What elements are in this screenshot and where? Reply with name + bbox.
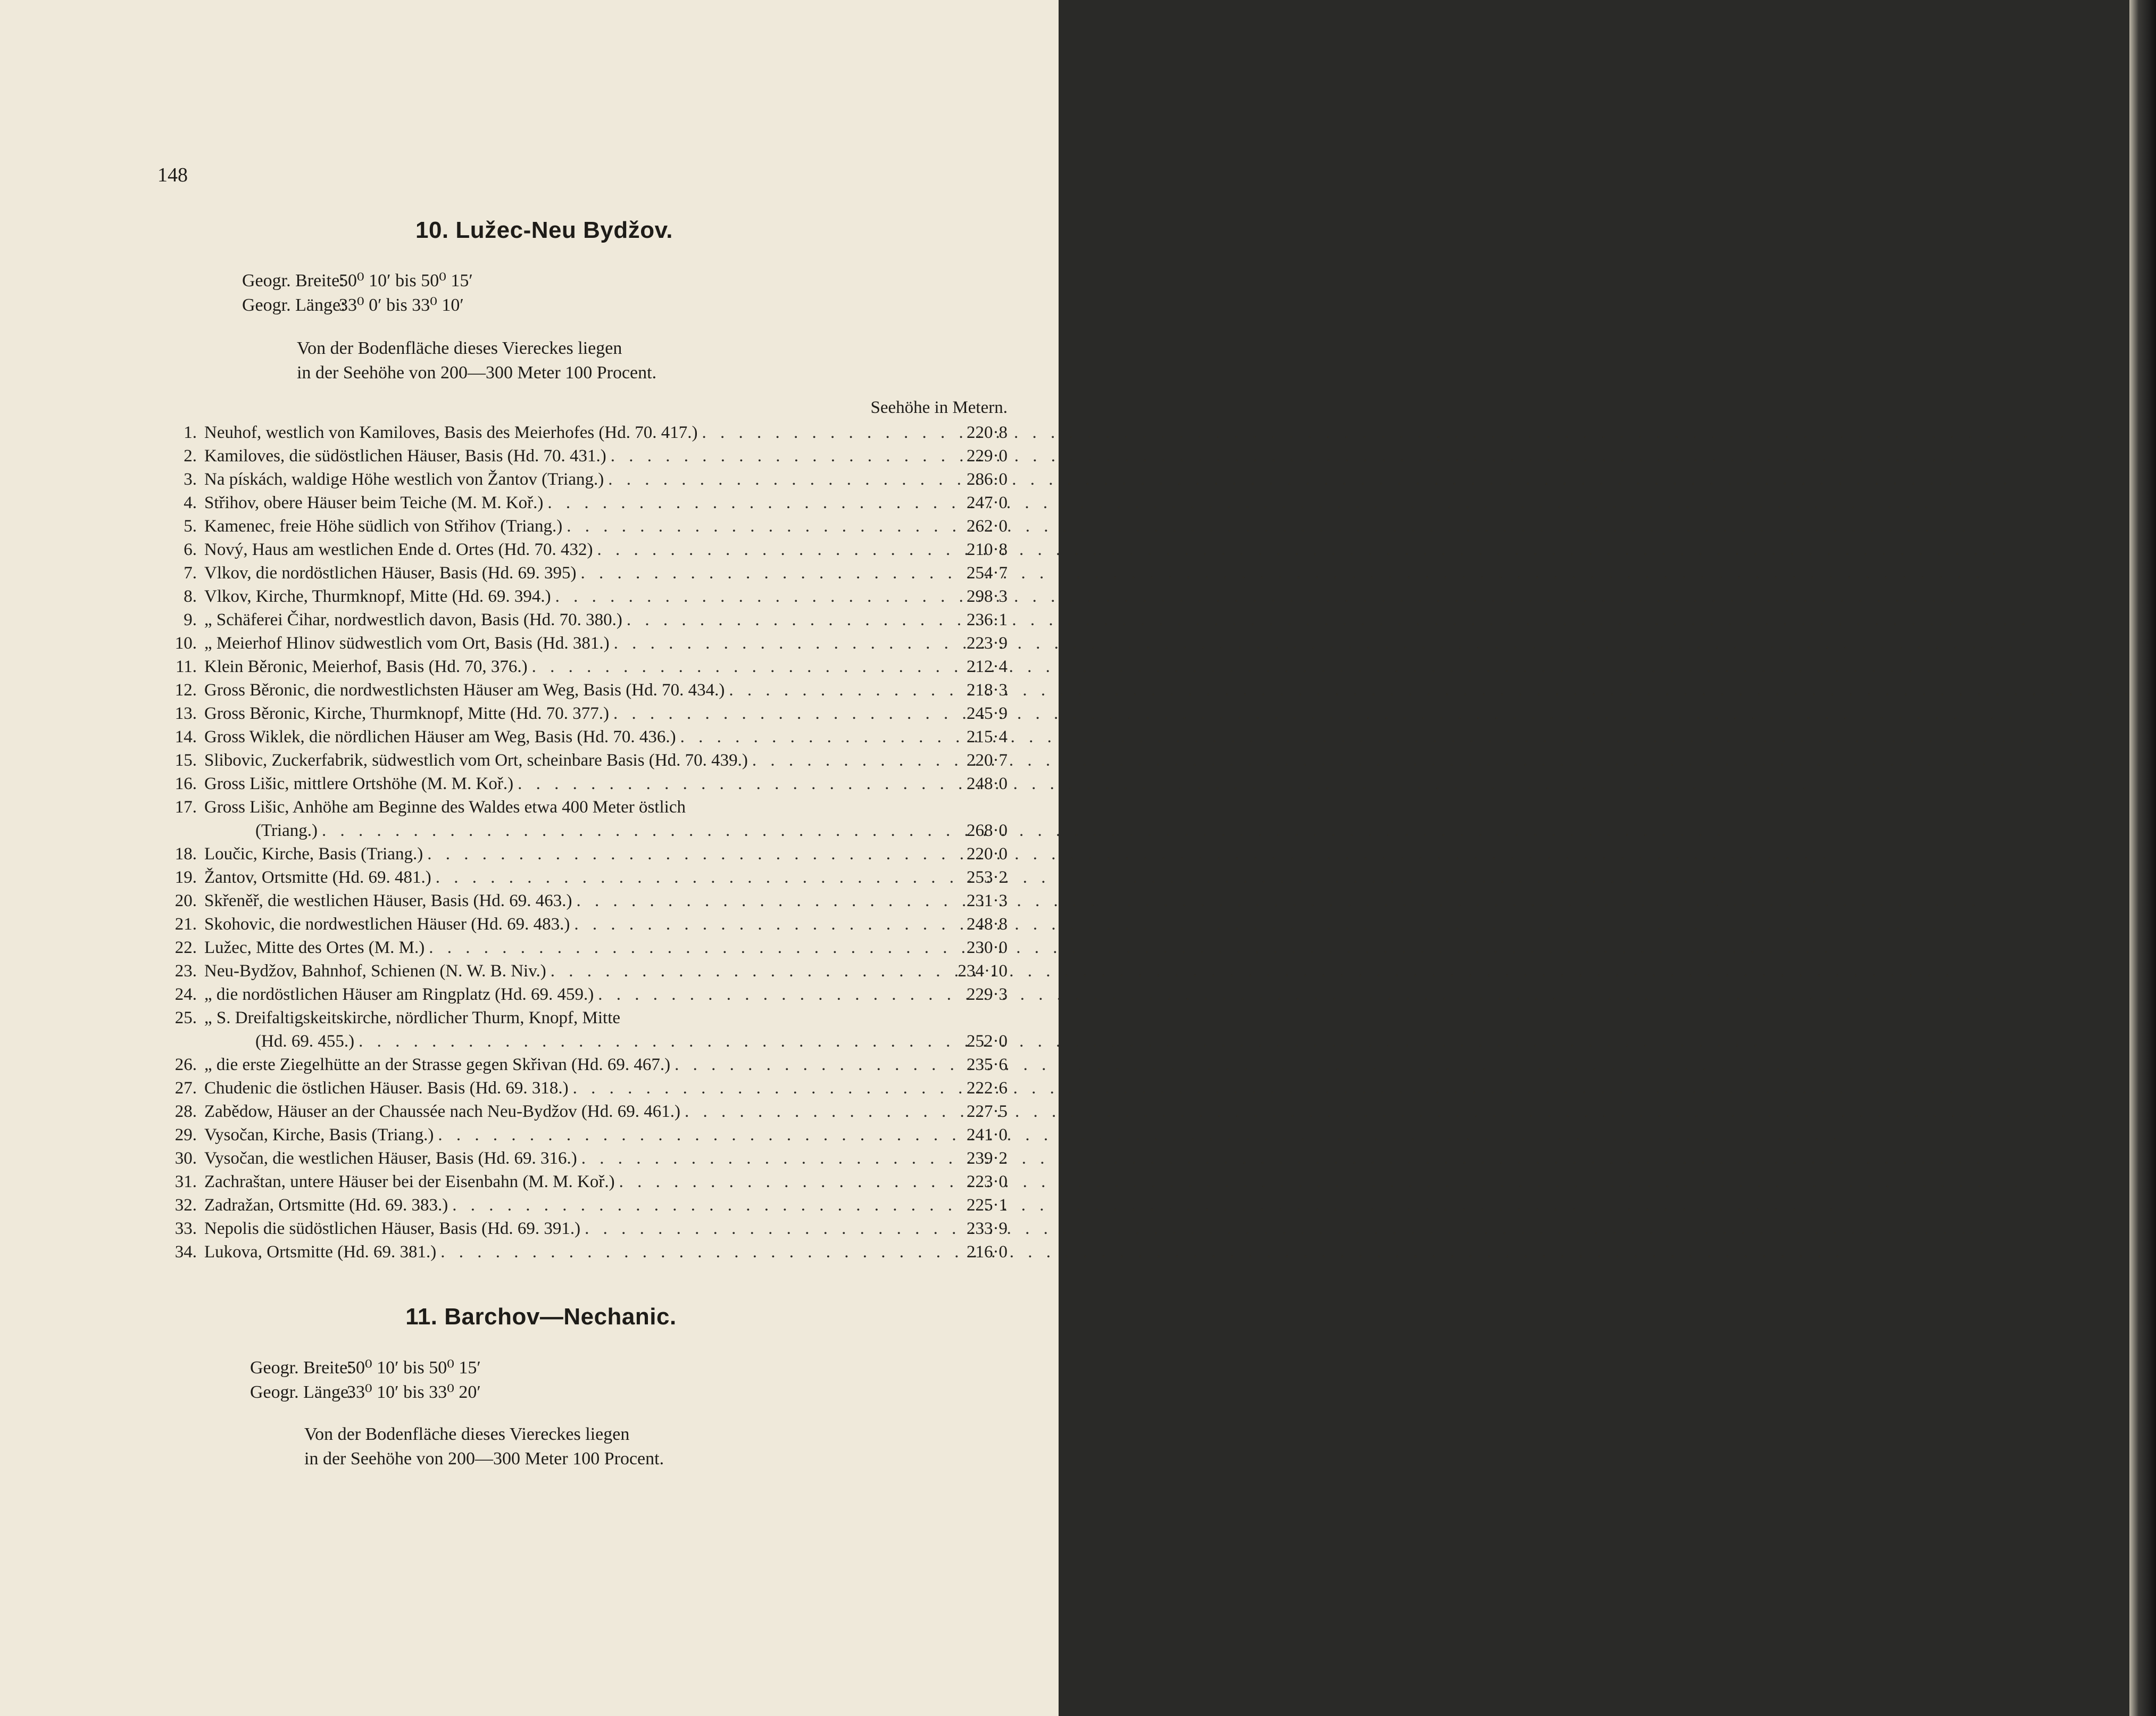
entry-number: 15. [174,751,197,770]
dot-leader [354,1030,948,1053]
longitude-label: Geogr. Länge: [242,295,346,315]
entry-text: Klein Běronic, Meierhof, Basis (Hd. 70, 376.) [204,657,528,676]
dot-leader [593,538,948,561]
entry-line [204,889,1008,913]
entry-text: Gross Wiklek, die nördlichen Häuser am Weg, Basis (Hd. 70. 436.) [204,727,676,747]
entry-text: Nový, Haus am westlichen Ende d. Ortes (Hd. 70. 432) [204,540,593,559]
entry-text: Vysočan, die westlichen Häuser, Basis (Hd. 69. 316.) [204,1149,577,1168]
dot-leader [577,561,948,585]
latitude-label: Geogr. Breite: [250,1358,353,1378]
entry-text: Vysočan, Kirche, Basis (Triang.) [204,1125,434,1145]
entry-line [204,491,1008,515]
entry-text: Zadražan, Ortsmitte (Hd. 69. 383.) [204,1196,448,1215]
entry-number: 17. [174,798,197,817]
list-item [160,515,1008,538]
entry-line [204,538,1008,561]
entry-number: 25. [174,1008,197,1027]
list-item [160,1193,1008,1217]
dot-leader [546,959,948,983]
elevation-list [160,421,1008,1264]
dot-leader [725,678,948,702]
coordinates-block [242,269,473,318]
entry-number: 4. [184,493,197,512]
entry-number: 32. [174,1196,197,1215]
entry-text: „ die erste Ziegelhütte an der Strasse gegen Skřivan (Hd. 69. 467.) [204,1055,671,1074]
list-item [160,959,1008,983]
entry-number: 7. [184,563,197,583]
entry-elevation: 220·7 [967,751,1008,770]
entry-number: 5. [184,517,197,536]
coordinates-block [250,1356,481,1405]
dot-leader [424,936,948,959]
entry-number: 21. [174,915,197,934]
entry-number: 10. [174,634,197,653]
dot-leader [610,632,948,655]
entry-text-continued: (Triang.) [255,821,318,840]
dot-leader [670,1053,948,1076]
dot-leader [594,983,948,1006]
list-item [160,1006,1008,1053]
longitude-value: 33⁰ 10′ bis 33⁰ 20′ [347,1382,481,1402]
dot-leader [615,1170,948,1193]
intro-line: Von der Bodenfläche dieses Viereckes liegen [297,338,622,358]
entry-elevation: 220·0 [967,844,1008,864]
entry-number: 28. [174,1102,197,1121]
entry-number: 2. [184,446,197,466]
entry-line [204,725,1008,749]
entry-number: 33. [174,1219,197,1238]
entry-number: 34. [174,1242,197,1262]
entry-line [204,678,1008,702]
entry-elevation: 222·6 [967,1079,1008,1098]
entry-line [204,983,1008,1006]
entry-line [204,959,1008,983]
list-item [160,538,1008,561]
list-item [160,1217,1008,1240]
entry-text: Skohovic, die nordwestlichen Häuser (Hd. 69. 483.) [204,915,570,934]
latitude-label: Geogr. Breite: [242,271,345,291]
entry-elevation: 218·3 [967,681,1008,700]
intro-line: in der Seehöhe von 200—300 Meter 100 Procent. [304,1449,664,1469]
entry-line [255,819,1008,842]
entry-text: Skřeněř, die westlichen Häuser, Basis (Hd. 69. 463.) [204,891,572,910]
longitude-value: 33⁰ 0′ bis 33⁰ 10′ [339,295,464,315]
entry-text: Na pískách, waldige Höhe westlich von Žantov (Triang.) [204,470,604,489]
entry-line [204,866,1008,889]
entry-text: Loučic, Kirche, Basis (Triang.) [204,844,423,864]
unit-header: Seehöhe in Metern. [870,398,1008,417]
entry-line [204,515,1008,538]
list-item [160,842,1008,866]
entry-number: 6. [184,540,197,559]
dot-leader [569,1076,948,1100]
entry-line [204,1100,1008,1123]
entry-elevation: 248·0 [967,774,1008,793]
entry-elevation: 233·9 [967,1219,1008,1238]
page-number: 148 [157,164,188,186]
dot-leader [748,749,948,772]
intro-line: Von der Bodenfläche dieses Viereckes liegen [304,1424,630,1444]
entry-text: Zachraštan, untere Häuser bei der Eisenbahn (M. M. Koř.) [204,1172,615,1191]
dot-leader [431,866,948,889]
entry-line [204,702,1008,725]
entry-elevation: 231·3 [967,891,1008,910]
entry-elevation: 241·0 [967,1125,1008,1145]
entry-text: Vlkov, Kirche, Thurmknopf, Mitte (Hd. 69. 394.) [204,587,551,606]
entry-text: Gross Běronic, die nordwestlichsten Häuser am Weg, Basis (Hd. 70. 434.) [204,681,725,700]
entry-number: 27. [174,1079,197,1098]
entry-text: Gross Běronic, Kirche, Thurmknopf, Mitte (Hd. 70. 377.) [204,704,610,723]
entry-line [204,936,1008,959]
list-item [160,608,1008,632]
list-item [160,561,1008,585]
dot-leader [513,772,948,795]
longitude-label: Geogr. Länge. [250,1382,353,1402]
latitude-value: 50⁰ 10′ bis 50⁰ 15′ [339,271,473,291]
entry-elevation: 298·3 [967,587,1008,606]
dot-leader [570,913,948,936]
entry-elevation: 227·5 [967,1102,1008,1121]
entry-text: Chudenic die östlichen Häuser. Basis (Hd. 69. 318.) [204,1079,569,1098]
entry-number: 13. [174,704,197,723]
entry-line [204,655,1008,678]
entry-number: 24. [174,985,197,1004]
entry-text: Nepolis die südöstlichen Häuser, Basis (Hd. 69. 391.) [204,1219,581,1238]
dot-leader [622,608,948,632]
entry-text: Slibovic, Zuckerfabrik, südwestlich vom Ort, scheinbare Basis (Hd. 70. 439.) [204,751,748,770]
dot-leader [572,889,948,913]
entry-text: „ Schäferei Čihar, nordwestlich davon, Basis (Hd. 70. 380.) [204,610,622,629]
list-item [160,491,1008,515]
dot-leader [606,444,948,468]
entry-number: 3. [184,470,197,489]
dot-leader [562,515,948,538]
dot-leader [528,655,948,678]
dot-leader [580,1217,948,1240]
dot-leader [436,1240,948,1264]
intro-line: in der Seehöhe von 200—300 Meter 100 Procent. [297,363,657,383]
list-item [160,678,1008,702]
book-spine-edge [2129,0,2156,1716]
latitude-row [250,1356,481,1380]
entry-line [204,1240,1008,1264]
entry-elevation: 220·8 [967,423,1008,442]
entry-number: 1. [184,423,197,442]
entry-number: 20. [174,891,197,910]
entry-line [204,842,1008,866]
entry-line [204,561,1008,585]
entry-text: Lukova, Ortsmitte (Hd. 69. 381.) [204,1242,437,1262]
entry-text: Gross Lišic, Anhöhe am Beginne des Waldes etwa 400 Meter östlich [204,798,686,817]
entry-number: 16. [174,774,197,793]
entry-line [204,421,1008,444]
entry-elevation: 223·0 [967,1172,1008,1191]
entry-elevation: 268·0 [967,821,1008,840]
entry-number: 18. [174,844,197,864]
dot-leader [676,725,948,749]
entry-text: Zabědow, Häuser an der Chaussée nach Neu-Bydžov (Hd. 69. 461.) [204,1102,680,1121]
dot-leader [609,702,948,725]
entry-text: Neuhof, westlich von Kamiloves, Basis des Meierhofes (Hd. 70. 417.) [204,423,698,442]
intro-text [297,336,656,385]
entry-line [204,913,1008,936]
list-item [160,772,1008,795]
entry-elevation: 262·0 [967,517,1008,536]
entry-line [204,1076,1008,1100]
entry-elevation: 210·8 [967,540,1008,559]
entry-number: 19. [174,868,197,887]
dot-leader [680,1100,948,1123]
entry-elevation: 229·0 [967,446,1008,466]
entry-elevation: 252·0 [967,1032,1008,1051]
list-item [160,585,1008,608]
entry-line [204,608,1008,632]
entry-elevation: 212·4 [967,657,1008,676]
list-item [160,1076,1008,1100]
entry-elevation: 239·2 [967,1149,1008,1168]
dot-leader [698,421,948,444]
entry-elevation: 215·4 [967,727,1008,747]
entry-number: 14. [174,727,197,747]
list-item [160,936,1008,959]
entry-number: 23. [174,961,197,981]
entry-line [204,1193,1008,1217]
entry-text: „ die nordöstlichen Häuser am Ringplatz (Hd. 69. 459.) [204,985,594,1004]
list-item [160,444,1008,468]
dot-leader [543,491,948,515]
entry-text: Lužec, Mitte des Ortes (M. M.) [204,938,425,957]
entry-text: Kamiloves, die südöstlichen Häuser, Basis (Hd. 70. 431.) [204,446,606,466]
list-item [160,1240,1008,1264]
entry-elevation: 235·6 [967,1055,1008,1074]
intro-text [304,1422,664,1471]
entry-line [204,772,1008,795]
list-item [160,632,1008,655]
dot-leader [434,1123,948,1147]
entry-elevation: 216·0 [967,1242,1008,1262]
section-title: 10. Lužec-Neu Bydžov. [415,217,673,243]
list-item [160,655,1008,678]
dot-leader [423,842,948,866]
entry-line [204,585,1008,608]
longitude-row [250,1380,481,1405]
entry-line [204,1217,1008,1240]
entry-line [204,749,1008,772]
entry-elevation: 234·10 [958,961,1008,981]
list-item [160,795,1008,842]
entry-number: 9. [184,610,197,629]
entry-number: 22. [174,938,197,957]
entry-text: Gross Lišic, mittlere Ortshöhe (M. M. Koř.) [204,774,514,793]
list-item [160,1147,1008,1170]
entry-number: 11. [175,657,197,676]
entry-text: Žantov, Ortsmitte (Hd. 69. 481.) [204,868,431,887]
dot-leader [318,819,948,842]
dot-leader [551,585,948,608]
dot-leader [448,1193,948,1217]
entry-line [204,468,1008,491]
list-item [160,725,1008,749]
entry-line [255,1030,1008,1053]
entry-elevation: 236·1 [967,610,1008,629]
entry-text: „ Meierhof Hlinov südwestlich vom Ort, Basis (Hd. 381.) [204,634,610,653]
list-item [160,889,1008,913]
list-item [160,1170,1008,1193]
list-item [160,749,1008,772]
entry-elevation: 254·7 [967,563,1008,583]
entry-elevation: 225·1 [967,1196,1008,1215]
dot-leader [577,1147,948,1170]
entry-elevation: 245·9 [967,704,1008,723]
entry-number: 12. [174,681,197,700]
list-item [160,1053,1008,1076]
entry-text: Neu-Bydžov, Bahnhof, Schienen (N. W. B. Niv.) [204,961,546,981]
entry-number: 26. [174,1055,197,1074]
entry-number: 30. [174,1149,197,1168]
entry-text: Střihov, obere Häuser beim Teiche (M. M. Koř.) [204,493,544,512]
entry-elevation: 253·2 [967,868,1008,887]
latitude-value: 50⁰ 10′ bis 50⁰ 15′ [347,1358,481,1378]
entry-elevation: 286·0 [967,470,1008,489]
entry-number: 8. [184,587,197,606]
dot-leader [604,468,948,491]
entry-elevation: 223·9 [967,634,1008,653]
entry-text: Kamenec, freie Höhe südlich von Střihov (Triang.) [204,517,563,536]
entry-line [204,1053,1008,1076]
entry-text-continued: (Hd. 69. 455.) [255,1032,355,1051]
entry-text: Vlkov, die nordöstlichen Häuser, Basis (Hd. 69. 395) [204,563,577,583]
list-item [160,421,1008,444]
list-item [160,702,1008,725]
entry-elevation: 248·8 [967,915,1008,934]
entry-line [204,1147,1008,1170]
list-item [160,1123,1008,1147]
entry-line [204,1123,1008,1147]
entry-line [204,444,1008,468]
entry-line [204,1170,1008,1193]
entry-elevation: 229·3 [967,985,1008,1004]
entry-line [204,632,1008,655]
list-item [160,866,1008,889]
book-page [0,0,1059,1716]
list-item [160,983,1008,1006]
list-item [160,1100,1008,1123]
entry-number: 31. [174,1172,197,1191]
list-item [160,468,1008,491]
entry-number: 29. [174,1125,197,1145]
longitude-row [242,293,473,318]
entry-elevation: 247·0 [967,493,1008,512]
section-title: 11. Barchov—Nechanic. [405,1304,677,1330]
entry-elevation: 230·0 [967,938,1008,957]
latitude-row [242,269,473,293]
entry-text: „ S. Dreifaltigskeitskirche, nördlicher Thurm, Knopf, Mitte [204,1008,621,1027]
list-item [160,913,1008,936]
